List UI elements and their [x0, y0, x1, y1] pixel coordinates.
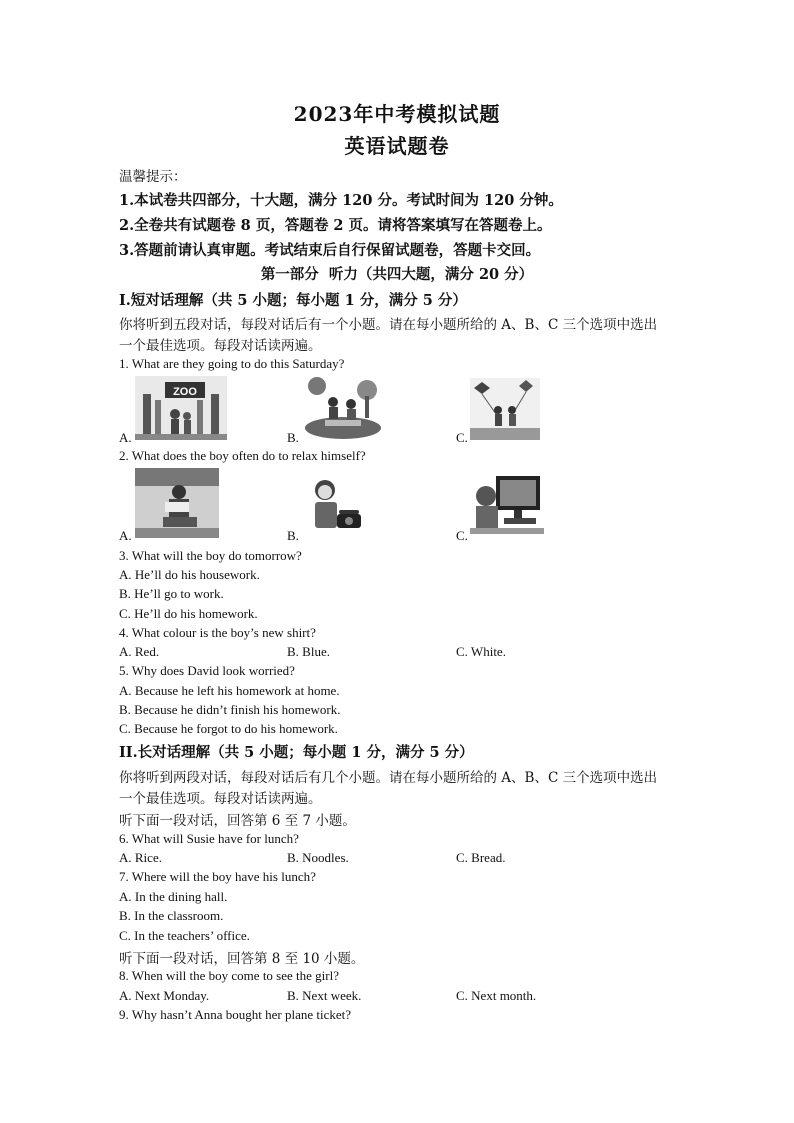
zoo-picture — [135, 376, 227, 440]
q3-option-c: C. He’ll do his homework. — [119, 606, 258, 621]
q2-option-a: A. — [119, 528, 132, 543]
question-8: 8. When will the boy come to see the girl? — [119, 968, 339, 983]
section1-instruction-line2: 一个最佳选项。每段对话读两遍。 — [119, 338, 322, 354]
q5-option-a: A. Because he left his homework at home. — [119, 683, 340, 698]
question-4: 4. What colour is the boy’s new shirt? — [119, 625, 316, 640]
q7-option-c: C. In the teachers’ office. — [119, 928, 250, 943]
q8-option-b: B. Next week. — [287, 988, 362, 1003]
question-1: 1. What are they going to do this Saturday? — [119, 356, 345, 371]
exam-title: 2023年中考模拟试题 — [293, 102, 501, 126]
section2-instruction-line1: 你将听到两段对话，每段对话后有几个小题。请在每小题所给的 A、B、C 三个选项中选出 — [119, 770, 658, 786]
notes-heading: 温馨提示： — [119, 169, 187, 185]
question-6: 6. What will Susie have for lunch? — [119, 831, 299, 846]
section2-subinstruction-1: 听下面一段对话，回答第 6 至 7 小题。 — [119, 813, 356, 829]
section2-instruction-line2: 一个最佳选项。每段对话读两遍。 — [119, 791, 322, 807]
q8-option-a: A. Next Monday. — [119, 988, 210, 1003]
note-3: 3.答题前请认真审题。考试结束后自行保留试题卷，答题卡交回。 — [119, 242, 541, 259]
q4-option-a: A. Red. — [119, 644, 160, 659]
kite-picture — [470, 378, 540, 440]
q4-option-b: B. Blue. — [287, 644, 330, 659]
note-2: 2.全卷共有试题卷 8 页，答题卷 2 页。请将答案填写在答题卷上。 — [119, 217, 552, 234]
question-9: 9. Why hasn’t Anna bought her plane ticket? — [119, 1007, 352, 1022]
note-1: 1.本试卷共四部分，十大题，满分 120 分。考试时间为 120 分钟。 — [119, 192, 563, 209]
q1-option-c: C. — [456, 430, 468, 445]
q7-option-a: A. In the dining hall. — [119, 889, 228, 904]
q1-option-b: B. — [287, 430, 299, 445]
question-5: 5. Why does David look worried? — [119, 663, 295, 678]
q1-option-a: A. — [119, 430, 132, 445]
section1-heading: I.短对话理解（共 5 小题；每小题 1 分，满分 5 分） — [119, 292, 467, 309]
part1-heading: 第一部分 听力（共四大题，满分 20 分） — [260, 266, 534, 283]
q3-option-a: A. He’ll do his housework. — [119, 567, 260, 582]
q2-option-b: B. — [287, 528, 299, 543]
q2-option-c: C. — [456, 528, 468, 543]
exam-subtitle: 英语试题卷 — [344, 134, 450, 158]
q5-option-b: B. Because he didn’t finish his homework. — [119, 702, 341, 717]
q7-option-b: B. In the classroom. — [119, 908, 224, 923]
q6-option-a: A. Rice. — [119, 850, 162, 865]
q4-option-c: C. White. — [456, 644, 506, 659]
section2-subinstruction-2: 听下面一段对话，回答第 8 至 10 小题。 — [119, 951, 365, 967]
computer-picture — [470, 472, 544, 538]
question-7: 7. Where will the boy have his lunch? — [119, 869, 316, 884]
q5-option-c: C. Because he forgot to do his homework. — [119, 721, 338, 736]
picnic-picture — [303, 376, 381, 440]
section2-heading: II.长对话理解（共 5 小题；每小题 1 分，满分 5 分） — [119, 744, 474, 761]
q3-option-b: B. He’ll go to work. — [119, 586, 224, 601]
q8-option-c: C. Next month. — [456, 988, 537, 1003]
phone-picture — [303, 474, 367, 538]
question-2: 2. What does the boy often do to relax himself? — [119, 448, 366, 463]
section1-instruction-line1: 你将听到五段对话，每段对话后有一个小题。请在每小题所给的 A、B、C 三个选项中选出 — [119, 317, 658, 333]
question-3: 3. What will the boy do tomorrow? — [119, 548, 302, 563]
q6-option-b: B. Noodles. — [287, 850, 349, 865]
reading-picture — [135, 468, 219, 538]
zoo-sign-text: ZOO — [173, 386, 197, 398]
q6-option-c: C. Bread. — [456, 850, 506, 865]
